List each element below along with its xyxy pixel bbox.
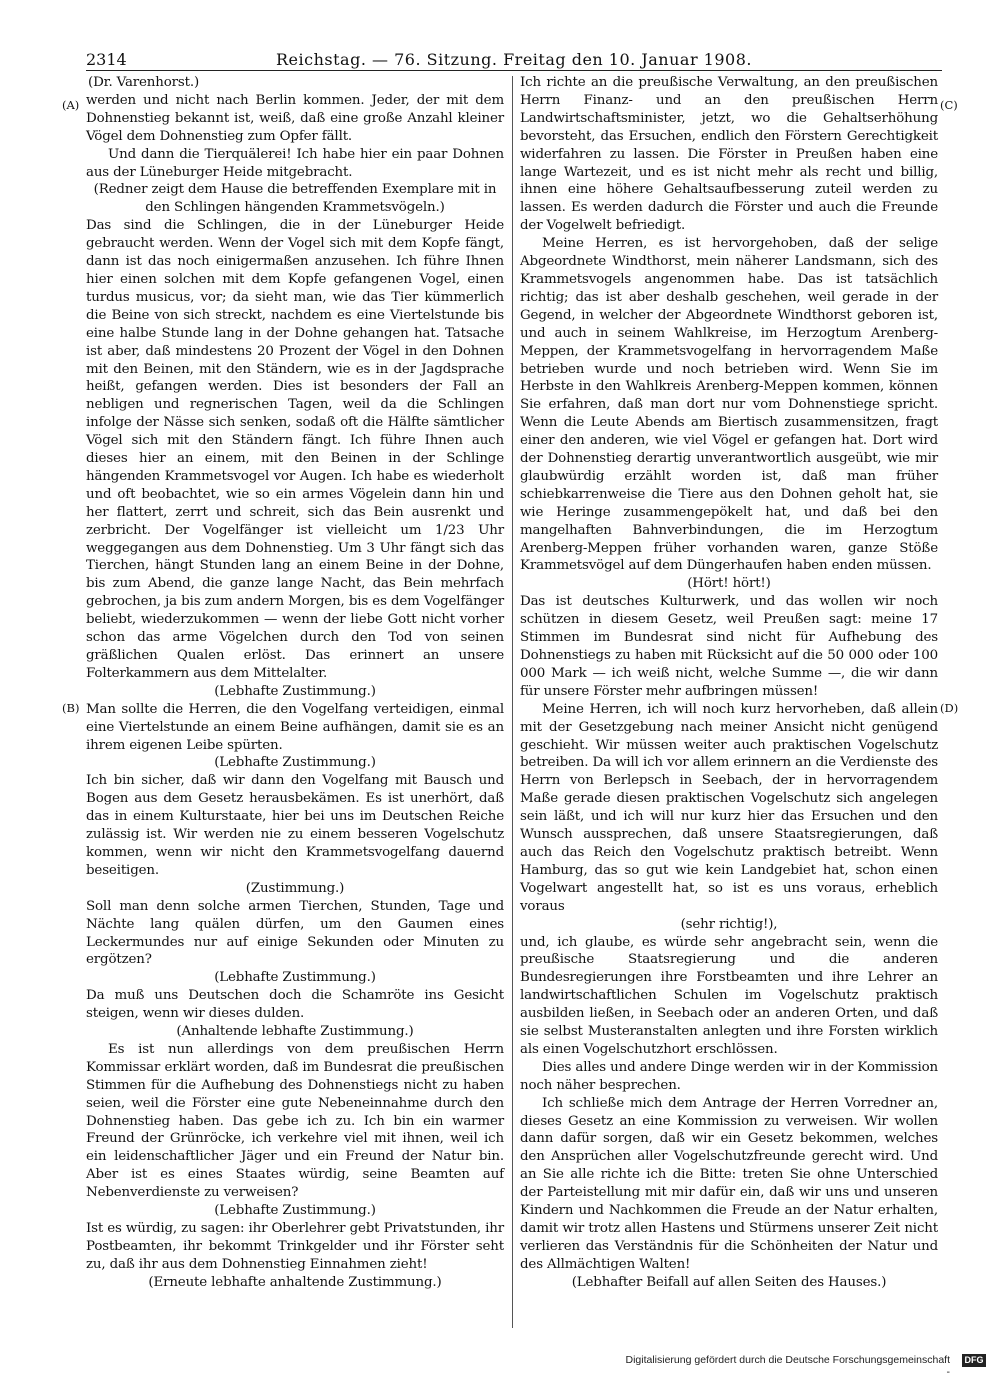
- paragraph: Das ist deutsches Kulturwerk, und das wollen wir noch schützen in diesem Gesetz, weil Preußen sagt: meine 17 Stimmen im Bundesrat sind nicht für Aufhebung des Dohnenstiegs zu haben mit Rücksicht auf die 50 000 oder 100 000 Mark — ich weiß nicht, welche Summe —, die wir dann für unsere Förster mehr aufbringen müssen!: [520, 594, 938, 699]
- stage-direction: (Lebhafte Zustimmung.): [214, 1203, 376, 1219]
- header-rule: [86, 70, 942, 71]
- stage-direction: (Erneute lebhafte anhaltende Zustimmung.): [148, 1274, 442, 1290]
- paragraph: Ich bin sicher, daß wir dann den Vogelfang mit Bausch und Bogen aus dem Gesetz herausbekämen. Es ist unerhört, daß das in einem Kulturstaate, hier bei uns im Deutschen Reiche zulässig ist. Wir werden nie zu einem besseren Vogelschutz kommen, wenn wir nicht den Krammetsvogelfang dauernd beseitigen.: [86, 773, 504, 878]
- margin-marker-d: (D): [940, 701, 959, 715]
- paragraph: Man sollte die Herren, die den Vogelfang verteidigen, einmal eine Viertelstunde an einem Beine aufhängen, damit sie es an ihrem eigenen Leibe spürten.: [86, 701, 504, 753]
- right-column: [520, 74, 938, 1292]
- paragraph: Meine Herren, es ist hervorgehoben, daß der selige Abgeordnete Windthorst, mein näherer Landsmann, sich des Krammetsvogels angenommen habe. Das ist tatsächlich richtig; das ist aber deshalb geschehen, weil gerade in der Gegend, in welcher der Abgeordnete Windthorst geboren ist, und auch in seinem Wahlkreise, im Herzogtum Arenberg-Meppen, der Krammetsvogelfang in hervorragendem Maße betrieben wurde und noch betrieben wird. Wenn Sie im Herbste in den Wahlkreis Arenberg-Meppen kommen, können Sie erfahren, daß man dort nur vom Dohnenstiege spricht. Wenn die Leute Abends am Biertisch zusammensitzen, fragt einer den anderen, wie viel Vögel er gefangen hat. Dort wird der Dohnenstieg derartig unverantwortlich ausgeübt, wie mir glaubwürdig erzählt worden ist, daß man früher schiebkarrenweise die Tiere aus den Dohnen geholt hat, sie wie Heringe zusammengepökelt hat, und daß bei den mangelhaften Bahnverbindungen, die im Herzogtum Arenberg-Meppen früher vorhanden waren, ganze Stöße Krammetsvögel auf dem Düngerhaufen haben enden müssen.: [520, 236, 938, 574]
- column-divider: [512, 76, 513, 1328]
- paragraph: Ich schließe mich dem Antrage der Herren Vorredner an, dieses Gesetz an eine Kommission zu verweisen. Wir wollen dann dafür sorgen, daß wir ein Gesetz bekommen, welches den Ansprüchen aller Vogelschutzfreunde gerecht wird. Und an Sie alle richte ich die Bitte: treten Sie ohne Unterschied der Parteistellung mit mir dafür ein, daß wir uns und unseren Kindern und Nachkommen die Freude an der Natur erhalten, damit wir trotz allen Hastens und Stürmens unserer Zeit nicht verlieren das Verständnis für die Schönheiten der Natur und des Allmächtigen Walten!: [520, 1095, 938, 1272]
- stage-direction: (Zustimmung.): [245, 880, 345, 896]
- page-header: [86, 48, 942, 72]
- left-column: [86, 74, 504, 1292]
- stage-direction: (Lebhafter Beifall auf allen Seiten des Hauses.): [571, 1274, 887, 1290]
- margin-marker-a: (A): [62, 98, 80, 112]
- page-number: 2314: [86, 50, 127, 69]
- paragraph: Und dann die Tierquälerei! Ich habe hier ein paar Dohnen aus der Lüneburger Heide mitgebracht.: [86, 146, 504, 180]
- dfg-logo: DFG: [962, 1354, 986, 1367]
- footer-credit: Digitalisierung gefördert durch die Deutsche Forschungsgemeinschaft -: [625, 1354, 950, 1378]
- stage-direction: (Lebhafte Zustimmung.): [214, 970, 376, 986]
- paragraph: Dies alles und andere Dinge werden wir in der Kommission noch näher besprechen.: [520, 1059, 938, 1093]
- paragraph: Soll man denn solche armen Tierchen, Stunden, Tage und Nächte lang quälen dürfen, um den Gaumen eines Leckermundes nur auf einige Sekunden oder Minuten zu ergötzen?: [86, 898, 504, 968]
- paragraph: Ist es würdig, zu sagen: ihr Oberlehrer gebt Privatstunden, ihr Postbeamten, ihr bekommt Trinkgelder und ihr Förster seht zu, daß ihr aus dem Dohnenstieg Einnahmen zieht!: [86, 1221, 504, 1272]
- margin-marker-b: (B): [62, 701, 80, 715]
- stage-direction: (Lebhafte Zustimmung.): [214, 683, 376, 699]
- speaker-label: (Dr. Varenhorst.): [88, 75, 200, 90]
- margin-marker-c: (C): [940, 98, 958, 112]
- stage-direction: (Hört! hört!): [687, 576, 771, 592]
- page-title: Reichstag. — 76. Sitzung. Freitag den 10. Januar 1908.: [276, 50, 752, 69]
- stage-direction: (Lebhafte Zustimmung.): [214, 755, 376, 771]
- paragraph: Das sind die Schlingen, die in der Lüneburger Heide gebraucht werden. Wenn der Vogel sich mit dem Kopfe fängt, dann ist das noch einigermaßen anzusehen. Ich führe Ihnen hier einen solchen mit dem Kopfe gefangenen Vogel, einen turdus musicus, vor; da sieht man, wie das Tier kümmerlich die Beine von sich streckt, nachdem es eine Viertelstunde bis eine halbe Stunde lang in der Dohne gehangen hat. Tatsache ist aber, daß mindestens 20 Prozent der Vögel in den Dohnen mit den Beinen, mit den Ständern, wie es in der Jagdsprache heißt, gefangen werden. Dies ist besonders der Fall an nebligen und regnerischen Tagen, weil da die Schlingen infolge der Nässe sich senken, sodaß oft die Hälfte sämtlicher Vögel sich mit den Ständern fängt. Ich führe Ihnen auch dieses hier an einem, mit den Beinen in der Schlinge hängenden Krammetsvogel vor Augen. Ich habe es wiederholt und oft beobachtet, wie so ein armes Vögelein dann hin und her flattert, zerrt und schreit, sich das Bein ausrenkt und zerbricht. Der Vogelfänger ist vielleicht um 1/23 Uhr weggegangen aus dem Dohnenstieg. Um 3 Uhr fängt sich das Tierchen, hängt Stunden lang an einem Beine in der Dohne, bis zum Abend, die ganze lange Nacht, das Bein mehrfach gebrochen, ja bis zum andern Morgen, bis es dem Vogelfänger beliebt, wiederzukommen — wenn der liebe Gott nicht vorher schon das arme Vögelchen durch den Tod von seinen gräßlichen Qualen erlöst. Das erinnert an unsere Folterkammern aus dem Mittelalter.: [86, 218, 504, 681]
- paragraph: werden und nicht nach Berlin kommen. Jeder, der mit dem Dohnenstieg bekannt ist, weiß, daß eine große Anzahl kleiner Vögel dem Dohnenstieg zum Opfer fällt.: [86, 92, 504, 144]
- paragraph: und, ich glaube, es würde sehr angebracht sein, wenn die preußische Staatsregierung und die anderen Bundesregierungen ihre Forstbeamten und ihre Lehrer an landwirtschaftlichen Schulen im Vogelschutz praktisch ausbilden ließen, in Seebach oder an anderen Orten, und daß sie selbst Musteranstalten anlegten und ihre Forsten wirklich als einen Vogelschutzhort erschlössen.: [520, 934, 938, 1057]
- stage-direction: (Anhaltende lebhafte Zustimmung.): [176, 1024, 414, 1040]
- paragraph: Es ist nun allerdings von dem preußischen Herrn Kommissar erklärt worden, daß im Bundesrat die preußischen Stimmen für die Aufhebung des Dohnenstiegs nicht zu haben seien, weil die Förster eine gute Nebeneinnahme durch den Dohnenstieg haben. Das gebe ich zu. Ich bin ein warmer Freund der Grünröcke, ich verkehre viel mit ihnen, weil ich ein leidenschaftlicher Jäger und ein Freund der Natur bin. Aber ist es eines Staates würdig, seine Beamten auf Nebenverdienste zu verweisen?: [86, 1041, 504, 1201]
- paragraph: Da muß uns Deutschen doch die Schamröte ins Gesicht steigen, wenn wir dieses dulden.: [86, 988, 504, 1022]
- paragraph: Meine Herren, ich will noch kurz hervorheben, daß allein mit der Gesetzgebung nach meiner Ansicht nicht genügend geschieht. Wir müssen weiter auch praktischen Vogelschutz betreiben. Da will ich vor allem erinnern an die Verdienste des Herrn von Berlepsch in Seebach, der in hervorragendem Maße gerade diesen praktischen Vogelschutz sich angelegen sein läßt, und ich will nur kurz hier das Ersuchen und den Wunsch aussprechen, daß unsere Staatsregierungen, daß auch das Reich den Vogelschutz praktisch betreibt. Wenn Hamburg, das so gut wie kein Landgebiet hat, schon einen Vogelwart angestellt hat, so ist es uns voraus, erheblich voraus: [520, 701, 938, 914]
- stage-direction: (sehr richtig!),: [680, 916, 778, 932]
- paragraph: Ich richte an die preußische Verwaltung, an den preußischen Herrn Finanz- und an den preußischen Herrn Landwirtschaftsminister, jetzt, wo die Gehaltserhöhung bevorsteht, das Ersuchen, endlich den Förstern Gerechtigkeit widerfahren zu lassen. Die Förster in Preußen haben eine lange Wartezeit, und es ist nicht mehr als recht und billig, ihnen eine höhere Gehaltsaufbesserung zuteil werden zu lassen. Es werden dadurch die Förster und auch die Freunde der Vogelwelt befriedigt.: [520, 75, 938, 234]
- stage-direction: (Redner zeigt dem Hause die betreffenden Exemplare mit in den Schlingen hängenden Krammetsvögeln.): [93, 182, 497, 216]
